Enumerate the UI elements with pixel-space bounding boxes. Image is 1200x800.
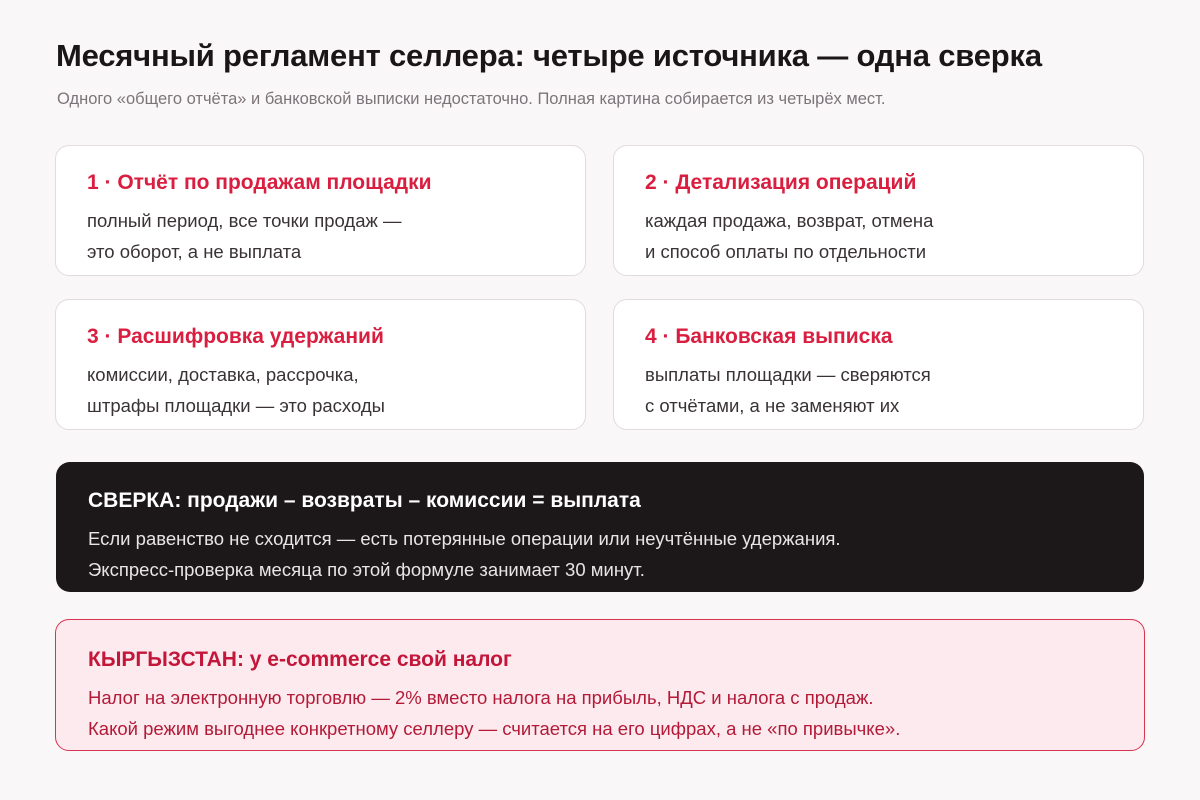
kyrgyzstan-title: КЫРГЫЗСТАН: у e-commerce свой налог (88, 648, 512, 671)
source-card-deductions (55, 299, 586, 430)
card-line: выплаты площадки — сверяются (645, 364, 931, 385)
reconciliation-line: Экспресс-проверка месяца по этой формуле занимает 30 минут. (88, 559, 645, 580)
page-subtitle: Одного «общего отчёта» и банковской выписки недостаточно. Полная картина собирается из четырёх мест. (57, 90, 886, 108)
source-card-bank-statement (613, 299, 1144, 430)
kyrgyzstan-line: Какой режим выгоднее конкретному селлеру — считается на его цифрах, а не «по привычке». (88, 718, 901, 739)
card-line: с отчётами, а не заменяют их (645, 395, 900, 416)
kyrgyzstan-description (88, 682, 1112, 744)
source-card-operations-detail (613, 145, 1144, 276)
card-title: 4 · Банковская выписка (645, 325, 893, 348)
kyrgyzstan-line: Налог на электронную торговлю — 2% вместо налога на прибыль, НДС и налога с продаж. (88, 687, 874, 708)
reconciliation-panel (56, 462, 1144, 592)
card-description (645, 359, 1113, 421)
card-description (645, 205, 1113, 267)
card-line: каждая продажа, возврат, отмена (645, 210, 934, 231)
reconciliation-description (88, 523, 1112, 585)
card-line: и способ оплаты по отдельности (645, 241, 927, 262)
card-line: полный период, все точки продаж — (87, 210, 402, 231)
card-description (87, 205, 555, 267)
card-line: это оборот, а не выплата (87, 241, 302, 262)
source-card-sales-report (55, 145, 586, 276)
card-line: штрафы площадки — это расходы (87, 395, 385, 416)
card-line: комиссии, доставка, рассрочка, (87, 364, 359, 385)
card-description (87, 359, 555, 421)
card-title: 1 · Отчёт по продажам площадки (87, 171, 432, 194)
reconciliation-line: Если равенство не сходится — есть потерянные операции или неучтённые удержания. (88, 528, 841, 549)
card-title: 3 · Расшифровка удержаний (87, 325, 384, 348)
reconciliation-formula: СВЕРКА: продажи – возвраты – комиссии = выплата (88, 489, 641, 512)
kyrgyzstan-tax-panel (55, 619, 1145, 751)
card-title: 2 · Детализация операций (645, 171, 917, 194)
page-title: Месячный регламент селлера: четыре источника — одна сверка (56, 38, 1042, 73)
